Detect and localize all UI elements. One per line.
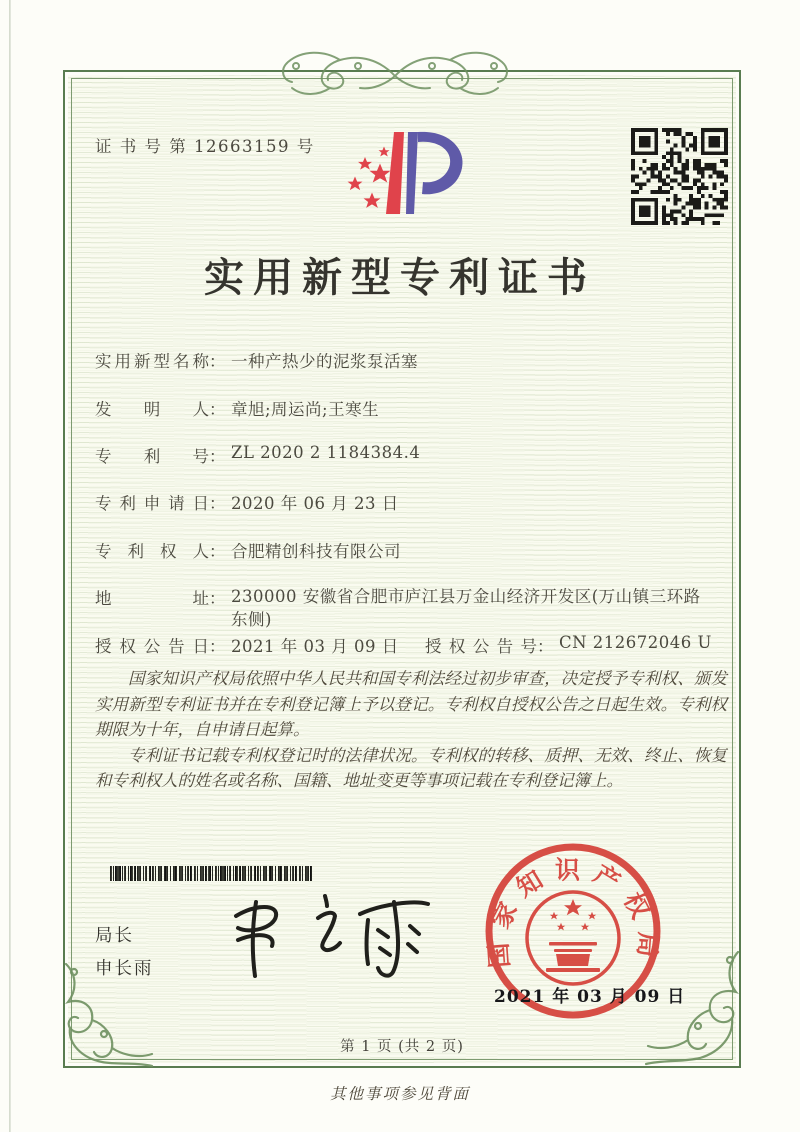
legal-paragraph-1: 国家知识产权局依照中华人民共和国专利法经过初步审查，决定授予专利权、颁发实用新型专利证书并在专利登记簿上予以登记。专利权自授权公告之日起生效。专利权期限为十年，自申请日起算。 (95, 669, 727, 739)
colon: ： (209, 494, 226, 513)
field-label: 发明人 (95, 400, 209, 419)
field-row-grant (95, 633, 725, 657)
seal-ring-text: 国家知识产权局 (482, 855, 664, 969)
field-row-patentee (95, 538, 401, 562)
field-row-name (95, 348, 418, 372)
field-row-inventors (95, 396, 379, 420)
signer-title: 局长 (95, 926, 134, 946)
field-value: 合肥精创科技有限公司 (231, 542, 401, 561)
director-signature-icon (222, 888, 434, 984)
field-label: 专利权人 (95, 542, 209, 561)
field-value: 2020 年 06 月 23 日 (231, 494, 399, 513)
field-value: 章旭;周运尚;王寒生 (231, 400, 380, 419)
field-label: 专利号 (95, 447, 209, 466)
signer-name: 申长雨 (95, 959, 154, 979)
field-value: CN 212672046 U (559, 633, 712, 652)
field-label: 授权公告日 (95, 637, 209, 656)
top-border-flourish-icon (276, 42, 514, 102)
barcode (110, 866, 312, 881)
colon: ： (209, 589, 226, 608)
field-pair-grant-number (425, 633, 712, 657)
field-value: 2021 年 03 月 09 日 (231, 637, 399, 656)
cnipa-logo-icon (334, 116, 468, 230)
back-side-note: 其他事项参见背面 (329, 1085, 470, 1103)
field-label: 专利申请日 (95, 494, 209, 513)
certificate-title: 实用新型专利证书 (204, 254, 596, 301)
legal-text-block (95, 666, 727, 794)
legal-paragraph-2: 专利证书记载专利权登记时的法律状况。专利权的转移、质押、无效、终止、恢复和专利权人的姓名或名称、国籍、地址变更等事项记载在专利登记簿上。 (95, 745, 727, 790)
field-label: 实用新型名称 (95, 352, 209, 371)
qr-code-icon (631, 128, 728, 225)
colon: ： (537, 637, 554, 656)
certificate-number: 证 书 号 第 12663159 号 (95, 137, 315, 156)
field-label: 地址 (95, 589, 209, 608)
colon: ： (209, 400, 226, 419)
colon: ： (209, 447, 226, 466)
page-number: 第 1 页 (共 2 页) (340, 1039, 464, 1055)
field-row-patent-no (95, 443, 420, 467)
colon: ： (209, 352, 226, 371)
field-value: 230000 安徽省合肥市庐江县万金山经济开发区(万山镇三环路东侧) (231, 587, 701, 629)
colon: ： (209, 637, 226, 656)
field-label: 授权公告号 (425, 637, 537, 656)
field-value: 一种产热少的泥浆泵活塞 (231, 352, 418, 371)
field-row-filing-date (95, 490, 399, 514)
seal-date: 2021 年 03 月 09 日 (494, 987, 686, 1007)
scan-page-edge (9, 0, 11, 1132)
colon: ： (209, 542, 226, 561)
field-row-address (95, 585, 713, 631)
field-value: ZL 2020 2 1184384.4 (231, 443, 421, 462)
